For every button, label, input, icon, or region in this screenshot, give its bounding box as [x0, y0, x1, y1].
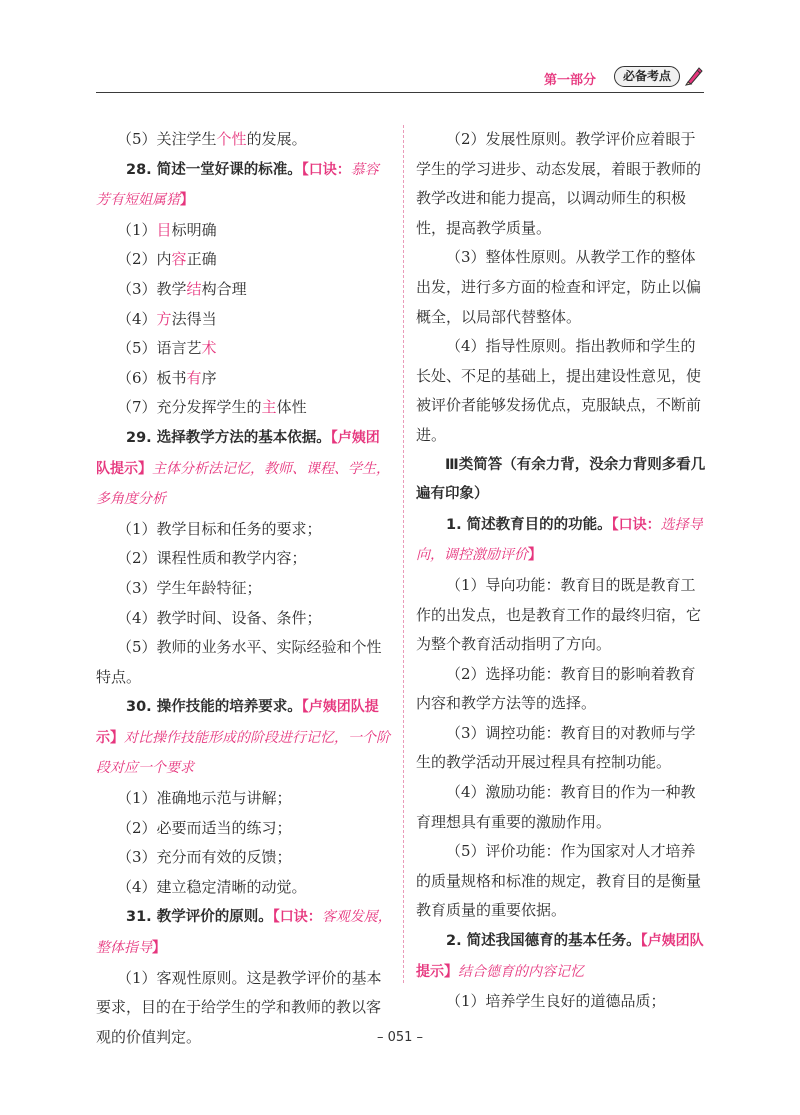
list-item: （2）必要而适当的练习；: [117, 818, 292, 837]
paragraph: （3）整体性原则。从教学工作的整体出发，进行多方面的检查和评定，防止以偏概全，以局部代替整体。: [416, 248, 702, 326]
list-item: （4）建立稳定清晰的动觉。: [117, 877, 307, 896]
left-column: [96, 125, 392, 1052]
column-divider: [403, 125, 404, 983]
list-item: （5）关注学生个性的发展。: [117, 130, 307, 148]
list-item: （7）充分发挥学生的主体性: [117, 398, 307, 417]
list-item: （2）内容正确: [117, 250, 217, 269]
paragraph: （1）导向功能：教育目的既是教育工作的出发点，也是教育工作的最终归宿，它为整个教育活动指明了方向。: [416, 575, 702, 654]
page-header: [96, 60, 704, 93]
list-item: （5）教师的业务水平、实际经验和个性特点。: [96, 638, 382, 686]
list-item: （1）准确地示范与讲解；: [117, 789, 292, 808]
list-item: （2）课程性质和教学内容；: [117, 549, 307, 568]
question-29: 29. 选择教学方法的基本依据。【卢姨团队提示】主体分析法记忆，教师、课程、学生，多角度分析: [96, 429, 390, 508]
pencil-icon: [684, 64, 704, 86]
question-1: 1. 简述教育目的的功能。【口诀：选择导向，调控激励评价】: [416, 516, 703, 564]
list-item: （3）充分而有效的反馈；: [117, 848, 292, 867]
paragraph: （2）选择功能：教育目的影响着教育内容和教学方法等的选择。: [416, 664, 696, 713]
question-31: 31. 教学评价的原则。【口诀：客观发展，整体指导】: [96, 909, 392, 957]
question-title: 31. 教学评价的原则。: [126, 909, 273, 926]
header-section-badge: 必备考点: [614, 66, 680, 87]
header-part-label: 第一部分: [543, 73, 596, 88]
question-title: 30. 操作技能的培养要求。: [126, 699, 302, 716]
list-item: （3）教学结构合理: [117, 279, 247, 298]
list-item: （1）目标明确: [117, 220, 217, 239]
list-item: （5）语言艺术: [117, 339, 217, 358]
list-item: （1）教学目标和任务的要求；: [117, 519, 322, 538]
question-30: 30. 操作技能的培养要求。【卢姨团队提示】对比操作技能形成的阶段进行记忆，一个阶段对应一个要求: [96, 699, 390, 777]
question-title: 29. 选择教学方法的基本依据。: [126, 429, 331, 446]
question-title: 28. 简述一堂好课的标准。: [126, 161, 302, 178]
list-item: （3）学生年龄特征；: [117, 578, 262, 597]
paragraph: （2）发展性原则。教学评价应着眼于学生的学习进步、动态发展，着眼于教师的教学改进和能力提高，以调动师生的积极性，提高教学质量。: [416, 130, 702, 237]
list-item: （6）板书有序: [117, 368, 217, 387]
list-item: （1）客观性原则。这是教学评价的基本要求，目的在于给学生的学和教师的教以客观的价值判定。: [96, 968, 382, 1046]
question-2: 2. 简述我国德育的基本任务。【卢姨团队提示】结合德育的内容记忆: [416, 933, 704, 980]
paragraph: （5）评价功能：作为国家对人才培养的质量规格和标准的规定，教育目的是衡量教育质量的重要依据。: [416, 842, 702, 920]
paragraph: （4）激励功能：教育目的作为一种教育理想具有重要的激励作用。: [416, 783, 696, 831]
page-number: – 051 –: [376, 1030, 424, 1045]
question-title: 1. 简述教育目的的功能。: [446, 516, 612, 533]
question-title: 2. 简述我国德育的基本任务。: [446, 933, 641, 950]
right-column: [416, 125, 706, 1017]
question-28: 28. 简述一堂好课的标准。【口诀：慕容芳有短姐属猪】: [96, 161, 379, 209]
list-item: （4）方法得当: [117, 309, 217, 328]
paragraph: （4）指导性原则。指出教师和学生的长处、不足的基础上，提出建设性意见，使被评价者能够发扬优点，克服缺点，不断前进。: [416, 337, 702, 444]
list-item: （4）教学时间、设备、条件；: [117, 608, 322, 627]
section-heading: Ⅲ类简答（有余力背，没余力背则多看几遍有印象）: [416, 456, 706, 503]
paragraph: （3）调控功能：教育目的对教师与学生的教学活动开展过程具有控制功能。: [416, 723, 696, 772]
paragraph: （1）培养学生良好的道德品质；: [446, 992, 666, 1011]
